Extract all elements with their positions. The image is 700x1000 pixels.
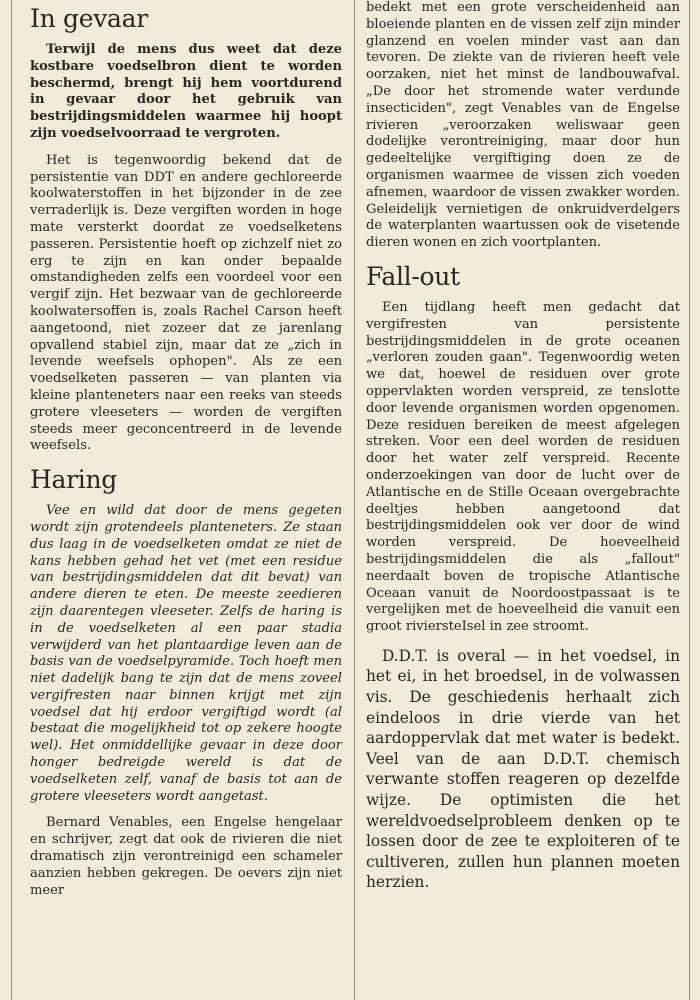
paragraph-continued: bedekt met een grote verscheidenheid aan bloeiende planten en de vissen zelf zijn minder glanzend en voelen minder vast aan dan tevoren. De ziekte van de rivieren heeft vele oorzaken, niet het minst de landbouwafval. „De door het stromende water verdunde insecticiden", zegt Venables van de Engelse rivieren „veroorzaken weliswaar geen dodelijke verontreiniging, maar door hun gedeeltelijke vergiftiging doen ze de organismen waarmee de vissen zich voeden afnemen, waardoor de vissen zwakker worden. Geleidelijk vernietigen de onkruidverdelgers de waterplanten waartussen ook de visetende dieren wonen en zich voortplanten. — [366, 0, 680, 251]
heading-in-gevaar: In gevaar — [30, 4, 148, 33]
paragraph-venables: Bernard Venables, een Engelse hengelaar en schrijver, zegt dat ook de rivieren die niet dramatisch zijn verontreinigd een schameler aanzien hebben gekregen. De oevers zijn niet meer — [30, 815, 342, 898]
column-rule-middle — [354, 0, 355, 1000]
heading-fall-out: Fall-out — [366, 261, 460, 291]
right-column — [366, 0, 680, 1000]
heading-haring: Haring — [30, 465, 117, 495]
lead-paragraph: Terwijl de mens dus weet dat deze kostbare voedselbron dient te worden beschermd, brengt hij hem voortdurend in gevaar door het gebruik van bestrijdingsmiddelen waarmee hij hoopt zijn voedselvoorraad te vergroten. — [30, 42, 342, 141]
paragraph-ddt-persistence: Het is tegenwoordig bekend dat de persistentie van DDT en andere gechloreerde koolwaterstoffen in het bijzonder in de zee verraderlijk is. Deze vergiften worden in hoge mate versterkt doordat ze voedselketens passeren. Persistentie hoeft op zichzelf niet zo erg te zijn en kan onder bepaalde omstandigheden zelfs een voordeel voor een vergif zijn. Het bezwaar van de gechloreerde koolwatersoffen is, zoals Rachel Carson heeft aangetoond, niet zozeer dat ze jarenlang opvallend stabiel zijn, maar dat ze „zich in levende weefsels ophopen". Als ze een voedselketen passeren — van planten via kleine planteneters naar een reeks van steeds grotere vleeseters — worden de vergiften steeds meer geconcentreerd in de levende weefsels. — [30, 152, 342, 454]
paragraph-fall-out: Een tijdlang heeft men gedacht dat vergifresten van persistente bestrijdingsmiddelen in de grote oceanen „verloren zouden gaan". Tegenwoordig weten we dat, hoewel de residuen over grote oppervlakten worden verspreid, ze tenslotte door levende organismen worden opgenomen. Deze residuen bereiken de meest afgelegen streken. Voor een deel worden de residuen door het water zelf verspreid. Recente onderzoekingen van door de lucht over de Atlantische en de Stille Oceaan overgebrachte deeltjes hebben aangetoond dat bestrijdingsmiddelen ook ver door de wind worden verspreid. De hoeveelheid bestrijdingsmiddelen die als „fallout" neerdaalt boven de tropische Atlantische Oceaan vanuit de Noordoostpassaat is te vergelijken met de hoeveelheid die vanuit een groot riviersteIsel in zee stroomt. — [366, 299, 680, 635]
column-rule-left — [11, 0, 12, 1000]
paragraph-haring: Vee en wild dat door de mens gegeten wordt zijn grotendeels planteneters. Ze staan dus laag in de voedselketen omdat ze niet de kans hebben gehad het vet (met een residue van bestrijdingsmiddelen dat dit bevat) van andere dieren te eten. De meeste zeedieren zijn daarentegen vleeseter. Zelfs de haring is in de voedselketen al een paar stadia verwijderd van het plantaardige leven aan de basis van de voedselpyramide. Toch hoeft men niet dadelijk bang te zijn dat de mens zoveel vergifresten naar binnen krijgt met zijn voedsel dat hij erdoor vergiftigd wordt (al bestaat die mogelijkheid tot op zekere hoogte wel). Het onmiddellijke gevaar in deze door honger bedreigde wereld is dat de voedselketen zelf, vanaf de basis tot aan de grotere vleeseters wordt aangetast. — [30, 503, 342, 804]
paragraph-ddt-overal: D.D.T. is overal — in het voedsel, in het ei, in het broedsel, in de volwassen vis. De geschiedenis herhaalt zich eindeloos in drie vierde van het aardoppervlak dat met water is bedekt. Veel van de aan D.D.T. chemisch verwante stoffen reageren op dezelfde wijze. De optimisten die het wereldvoedselprobleem denken op te lossen door de zee te exploiteren of te cultiveren, zullen hun plannen moeten herzien. — [366, 646, 680, 892]
column-rule-right — [689, 0, 690, 1000]
left-column — [30, 0, 342, 1000]
